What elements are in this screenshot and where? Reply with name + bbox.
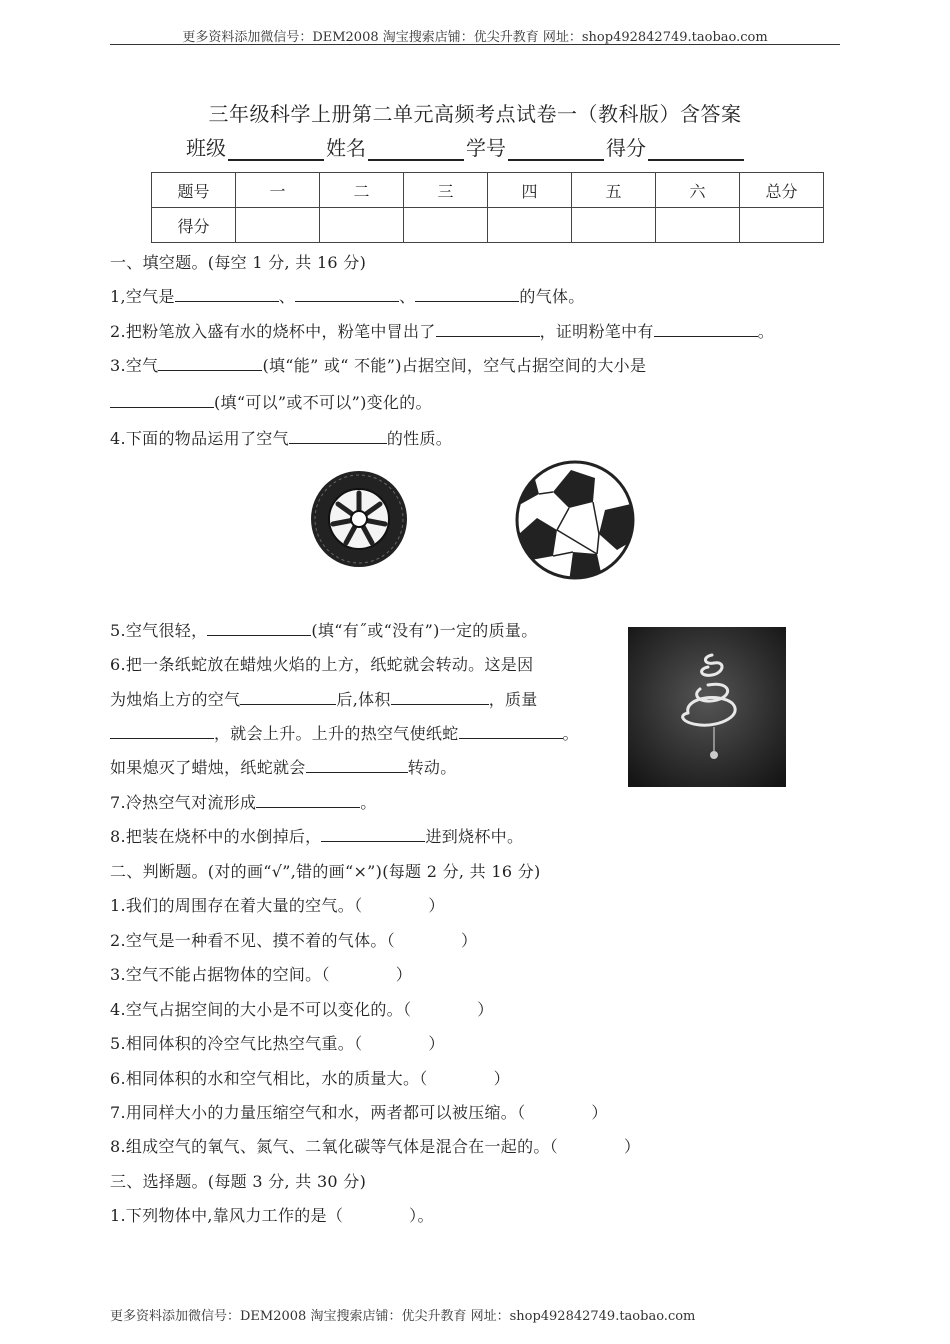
section3-heading: 三、选择题。(每题 3 分, 共 30 分) — [110, 1172, 367, 1191]
field-name-blank[interactable] — [368, 137, 464, 161]
q-text: 为烛焰上方的空气 — [110, 690, 241, 709]
q-text: ）。 — [409, 1206, 434, 1225]
s1-question-6-line3 — [110, 721, 579, 744]
answer-blank[interactable] — [415, 286, 519, 302]
q-text: (填“可以”或不可以”)变化的。 — [214, 393, 432, 412]
score-row-label: 得分 — [152, 208, 236, 243]
judge-item-4 — [110, 997, 494, 1020]
score-cell[interactable] — [488, 208, 572, 243]
q-text: 。 — [757, 322, 774, 341]
s1-question-3-cont — [110, 390, 432, 413]
field-name-label: 姓名 — [326, 136, 366, 160]
paren-close: ） — [493, 1069, 510, 1088]
q-text: 进到烧杯中。 — [425, 827, 524, 846]
field-score-label: 得分 — [606, 136, 646, 160]
answer-blank[interactable] — [295, 286, 399, 302]
q-text: (填“能” 或“ 不能”)占据空间，空气占据空间的大小是 — [262, 356, 647, 375]
q-text: 、 — [399, 287, 416, 306]
s1-question-2 — [110, 319, 774, 342]
score-header-cell: 四 — [488, 173, 572, 208]
answer-blank[interactable] — [436, 321, 540, 337]
page-footer: 更多资料添加微信号：DEM2008 淘宝搜索店铺：优尖升教育 网址：shop492842749.taobao.com — [110, 1309, 696, 1324]
q-text: 。 — [360, 793, 377, 812]
s1-question-4 — [110, 426, 452, 449]
answer-blank[interactable] — [306, 757, 408, 773]
score-table-score-row — [152, 208, 824, 243]
answer-blank[interactable] — [654, 321, 758, 337]
s1-question-5 — [110, 618, 538, 641]
s1-question-6-line2 — [110, 687, 538, 710]
paper-snake-photo — [628, 627, 786, 787]
judge-item-5 — [110, 1031, 445, 1054]
header-divider — [110, 44, 840, 45]
q-text: 的气体。 — [519, 287, 585, 306]
tire-image — [306, 466, 412, 572]
judge-text: 5.相同体积的冷空气比热空气重。（ — [110, 1034, 363, 1053]
paren-close: ） — [477, 1000, 494, 1019]
score-header-cell: 六 — [656, 173, 740, 208]
q-text: (填“有˝或“没有”)一定的质量。 — [311, 621, 538, 640]
page-header: 更多资料添加微信号：DEM2008 淘宝搜索店铺：优尖升教育 网址：shop492842749.taobao.com — [182, 30, 768, 45]
score-cell[interactable] — [740, 208, 824, 243]
q-text: 后,体积 — [336, 690, 391, 709]
s1-question-1 — [110, 284, 585, 307]
q-text: 的性质。 — [386, 429, 453, 448]
judge-item-3 — [110, 962, 412, 985]
answer-blank[interactable] — [175, 286, 279, 302]
q-text: 3.空气 — [110, 356, 159, 375]
judge-text: 8.组成空气的氧气、氮气、二氧化碳等气体是混合在一起的。（ — [110, 1137, 558, 1156]
score-header-cell: 三 — [404, 173, 488, 208]
answer-blank[interactable] — [110, 392, 214, 408]
answer-blank[interactable] — [391, 689, 489, 705]
judge-item-2 — [110, 928, 477, 951]
paren-close: ） — [428, 1034, 445, 1053]
field-id-label: 学号 — [466, 136, 506, 160]
q-text: 5.空气很轻， — [110, 621, 208, 640]
judge-item-7 — [110, 1100, 608, 1123]
section1-heading: 一、填空题。(每空 1 分, 共 16 分) — [110, 253, 367, 272]
answer-blank[interactable] — [240, 689, 336, 705]
answer-blank[interactable] — [110, 723, 214, 739]
s1-question-7 — [110, 790, 377, 813]
q-text: 如果熄灭了蜡烛，纸蛇就会 — [110, 758, 306, 777]
field-class-blank[interactable] — [228, 137, 324, 161]
judge-text: 7.用同样大小的力量压缩空气和水，两者都可以被压缩。（ — [110, 1103, 526, 1122]
q-text: ，质量 — [488, 690, 538, 709]
judge-text: 6.相同体积的水和空气相比，水的质量大。（ — [110, 1069, 428, 1088]
document-title: 三年级科学上册第二单元高频考点试卷一（教科版）含答案 — [208, 102, 742, 126]
q-text: 1.下列物体中,靠风力工作的是（ — [110, 1206, 344, 1225]
q-text: ，就会上升。上升的热空气使纸蛇 — [214, 724, 459, 743]
q-text: 4.下面的物品运用了空气 — [110, 429, 289, 448]
score-cell[interactable] — [236, 208, 320, 243]
answer-blank[interactable] — [321, 826, 425, 842]
s1-question-6-line4 — [110, 755, 457, 778]
football-image — [513, 458, 637, 582]
score-header-cell: 二 — [320, 173, 404, 208]
answer-blank[interactable] — [256, 792, 360, 808]
student-info-fields — [186, 132, 746, 161]
score-table-header-row — [152, 173, 824, 208]
judge-item-8 — [110, 1134, 640, 1157]
judge-item-1 — [110, 893, 445, 916]
answer-blank[interactable] — [289, 428, 387, 444]
score-header-cell: 题号 — [152, 173, 236, 208]
q-text: 1,空气是 — [110, 287, 175, 306]
q-text: 、 — [278, 287, 296, 306]
score-cell[interactable] — [404, 208, 488, 243]
q-text: 转动。 — [407, 758, 457, 777]
answer-blank[interactable] — [158, 355, 262, 371]
judge-text: 4.空气占据空间的大小是不可以变化的。（ — [110, 1000, 412, 1019]
paren-close: ） — [623, 1137, 641, 1156]
score-cell[interactable] — [656, 208, 740, 243]
paren-close: ） — [460, 931, 478, 950]
section2-heading: 二、判断题。(对的画“√”,错的画“×”)(每题 2 分, 共 16 分) — [110, 862, 541, 881]
choice-question-1 — [110, 1203, 434, 1226]
paren-close: ） — [591, 1103, 608, 1122]
s1-question-3 — [110, 353, 646, 376]
s1-question-8 — [110, 824, 523, 847]
score-cell[interactable] — [572, 208, 656, 243]
q-text: 2.把粉笔放入盛有水的烧杯中，粉笔中冒出了 — [110, 322, 436, 341]
field-score-blank[interactable] — [648, 137, 744, 161]
score-header-cell: 一 — [236, 173, 320, 208]
judge-item-6 — [110, 1066, 510, 1089]
answer-blank[interactable] — [207, 620, 311, 636]
score-header-cell: 总分 — [740, 173, 824, 208]
judge-text: 1.我们的周围存在着大量的空气。（ — [110, 896, 363, 915]
paren-close: ） — [428, 896, 445, 915]
q-text: ，证明粉笔中有 — [539, 322, 654, 341]
paren-close: ） — [395, 965, 413, 984]
field-class-label: 班级 — [186, 136, 226, 160]
answer-blank[interactable] — [459, 723, 563, 739]
judge-text: 2.空气是一种看不见、摸不着的气体。（ — [110, 931, 395, 950]
score-cell[interactable] — [320, 208, 404, 243]
score-table — [151, 172, 824, 243]
score-header-cell: 五 — [572, 173, 656, 208]
s1-question-6-line1: 6.把一条纸蛇放在蜡烛火焰的上方，纸蛇就会转动。这是因 — [110, 655, 534, 674]
q-text: 。 — [562, 724, 579, 743]
q-text: 8.把装在烧杯中的水倒掉后， — [110, 827, 322, 846]
judge-text: 3.空气不能占据物体的空间。（ — [110, 965, 330, 984]
q-text: 7.冷热空气对流形成 — [110, 793, 257, 812]
field-id-blank[interactable] — [508, 137, 604, 161]
